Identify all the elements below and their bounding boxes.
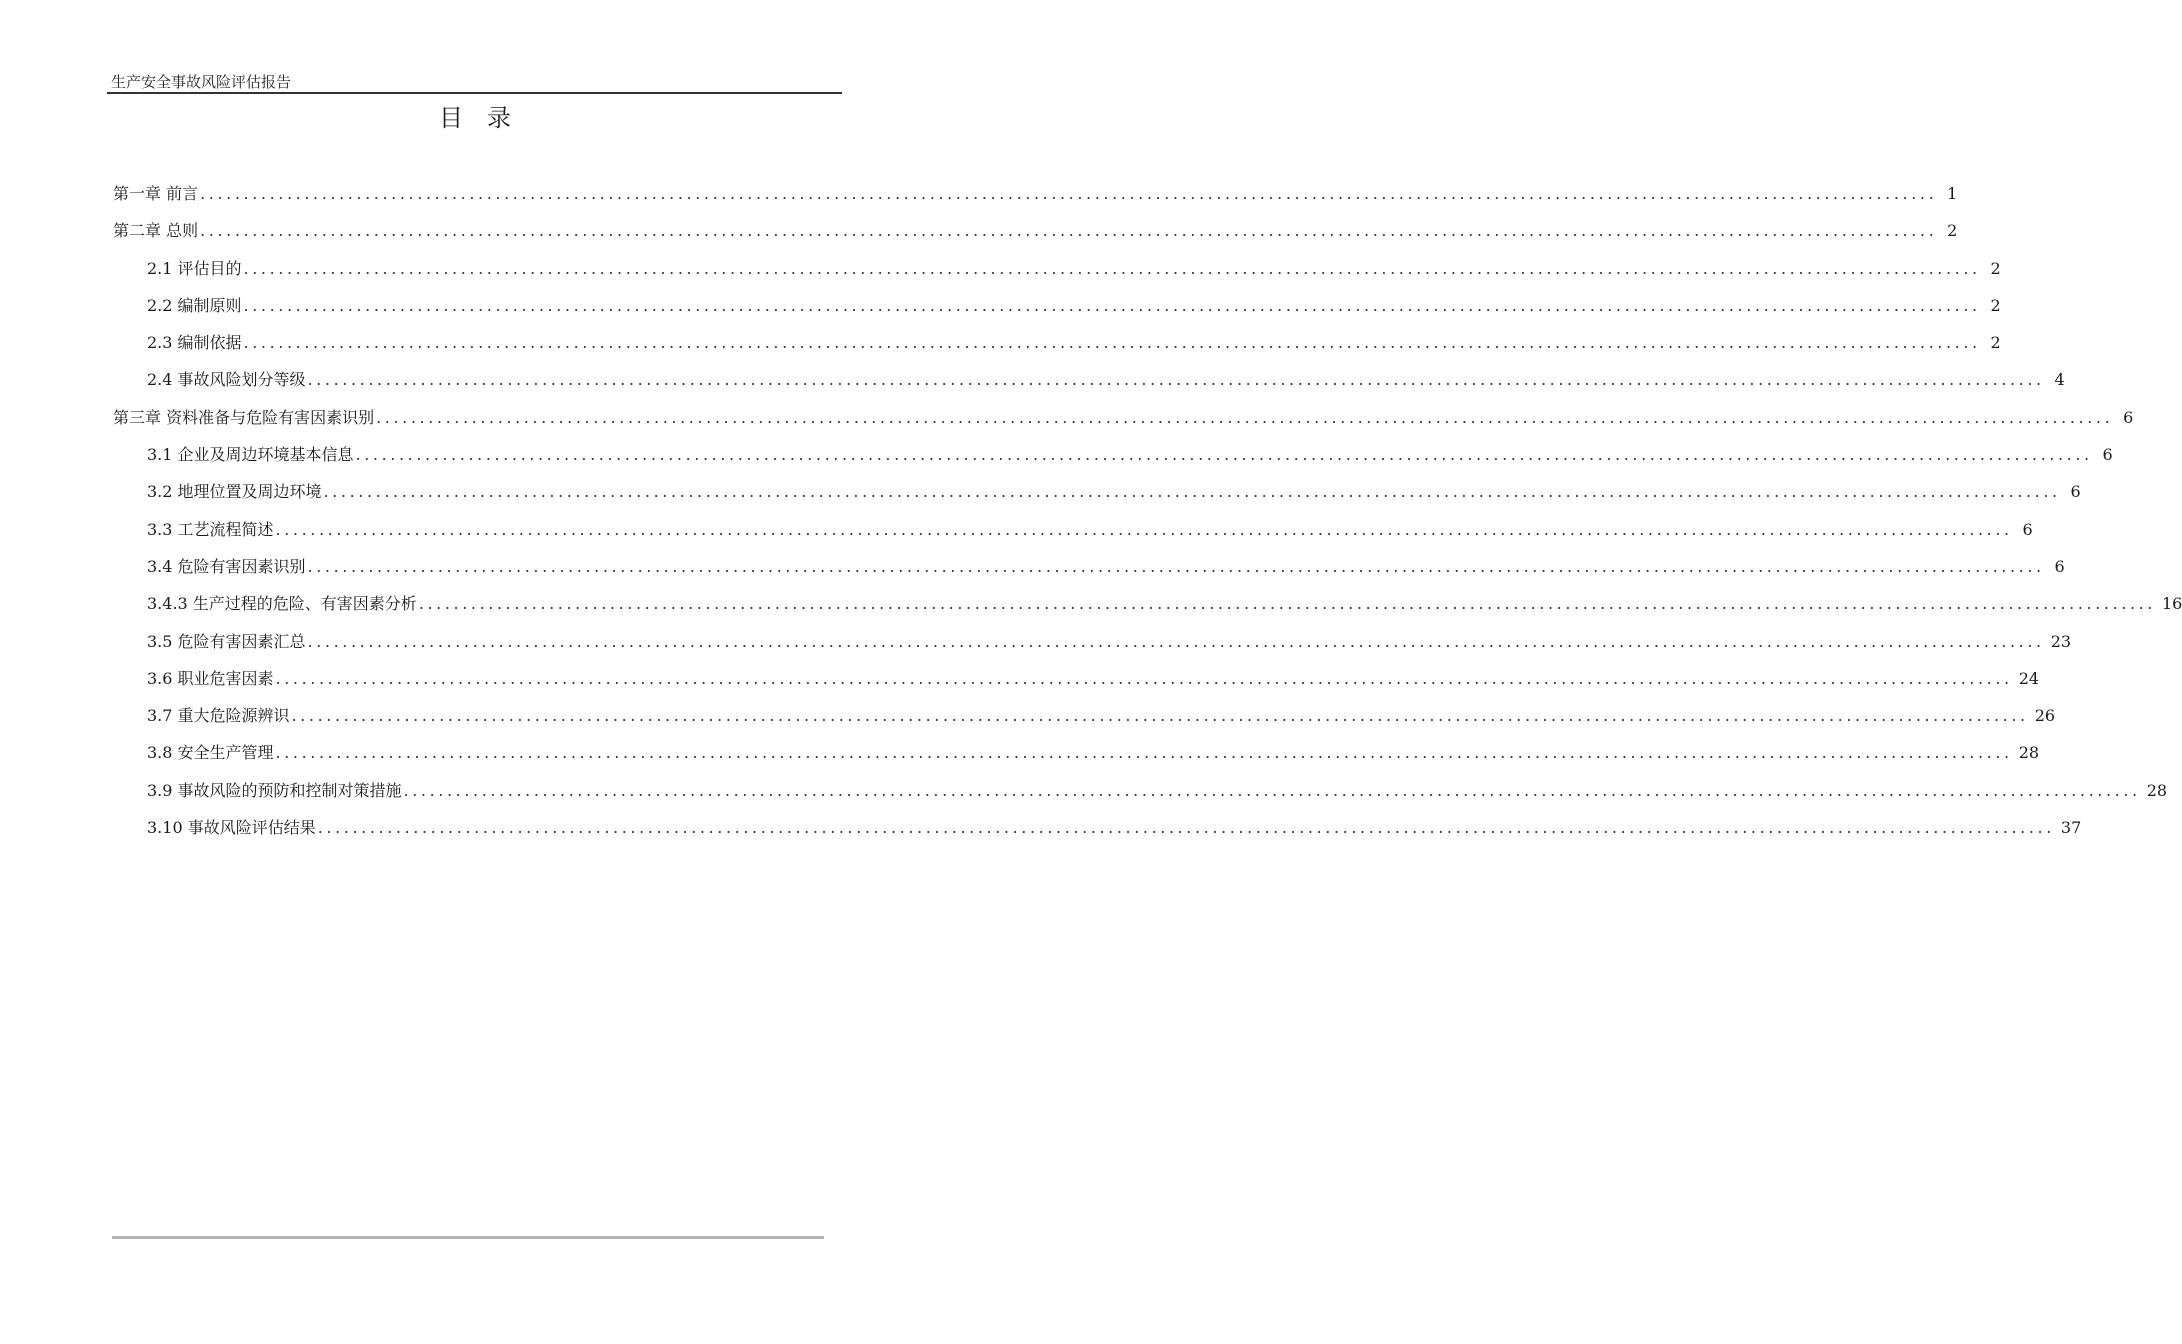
toc-entry-title: 第三章 资料准备与危险有害因素识别 (113, 407, 375, 427)
toc-entry-page-number: 6 (2054, 556, 2065, 576)
toc-entry[interactable] (113, 631, 2072, 669)
toc-dot-leader: ........................................................................................................................................................................................................ (307, 631, 2045, 651)
toc-dot-leader: ........................................................................................................................................................................................................ (275, 668, 2013, 688)
toc-entry-title: 3.8 安全生产管理 (147, 743, 274, 763)
toc-entry[interactable] (113, 594, 2182, 631)
toc-dot-leader: ........................................................................................................................................................................................................ (317, 818, 2055, 838)
toc-dot-leader: ........................................................................................................................................................................................................ (243, 258, 1981, 278)
toc-entry-title: 第一章 前言 (113, 184, 199, 203)
toc-entry-title: 3.5 危险有害因素汇总 (147, 631, 306, 651)
toc-dot-leader: ........................................................................................................................................................................................................ (243, 295, 1981, 315)
toc-entry[interactable] (113, 184, 1958, 221)
toc-dot-leader: ........................................................................................................................................................................................................ (418, 594, 2156, 614)
toc-entry-title: 3.4.3 生产过程的危险、有害因素分析 (147, 594, 417, 614)
toc-entry[interactable] (113, 482, 2081, 519)
toc-entry-title: 3.3 工艺流程简述 (147, 519, 274, 539)
toc-entry-page-number: 6 (2022, 519, 2033, 539)
toc-entry-page-number: 23 (2050, 631, 2072, 651)
toc-entry[interactable] (113, 519, 2033, 557)
toc-entry[interactable] (113, 333, 2001, 370)
toc-entry-page-number: 37 (2060, 818, 2082, 838)
toc-entry-page-number: 4 (2054, 370, 2065, 390)
toc-dot-leader: ........................................................................................................................................................................................................ (355, 445, 2093, 465)
toc-entry-page-number: 28 (2018, 743, 2040, 763)
toc-entry[interactable] (113, 668, 2040, 706)
toc-dot-leader: ........................................................................................................................................................................................................ (403, 780, 2141, 800)
toc-entry[interactable] (113, 295, 2001, 333)
toc-entry[interactable] (113, 407, 2134, 445)
toc-entry[interactable] (113, 445, 2113, 482)
toc-entry-title: 3.6 职业危害因素 (147, 668, 274, 688)
toc-dot-leader: ........................................................................................................................................................................................................ (307, 370, 2045, 390)
toc-entry-title: 2.4 事故风险划分等级 (147, 370, 306, 390)
toc-entry-title: 3.9 事故风险的预防和控制对策措施 (147, 780, 402, 800)
toc-entry-title: 3.2 地理位置及周边环境 (147, 482, 322, 502)
toc-dot-leader: ........................................................................................................................................................................................................ (323, 482, 2061, 502)
toc-entry[interactable] (113, 258, 2001, 296)
toc-dot-leader: ........................................................................................................................................................................................................ (307, 556, 2045, 576)
toc-dot-leader: ........................................................................................................................................................................................................ (200, 221, 1938, 241)
toc-entry-page-number: 6 (2123, 407, 2134, 427)
toc-entry-title: 2.1 评估目的 (147, 258, 242, 278)
header-title: 生产安全事故风险评估报告 (111, 73, 292, 91)
toc-entry[interactable] (113, 221, 1958, 258)
toc-entry-page-number: 1 (1947, 184, 1958, 203)
table-of-contents (113, 184, 2182, 855)
toc-entry[interactable] (113, 556, 2065, 594)
toc-dot-leader: ........................................................................................................................................................................................................ (275, 519, 2013, 539)
footer-rule (112, 1236, 824, 1239)
toc-entry-title: 3.1 企业及周边环境基本信息 (147, 445, 354, 465)
toc-entry[interactable] (113, 818, 2082, 855)
toc-entry-title: 3.4 危险有害因素识别 (147, 556, 306, 576)
toc-heading: 目录 (439, 104, 535, 132)
toc-entry-title: 3.10 事故风险评估结果 (147, 818, 316, 838)
toc-entry-page-number: 2 (1990, 258, 2001, 278)
toc-entry[interactable] (113, 743, 2040, 780)
toc-entry-page-number: 6 (2102, 445, 2113, 465)
toc-entry-title: 3.7 重大危险源辨识 (147, 706, 290, 726)
toc-entry-page-number: 2 (1990, 295, 2001, 315)
page-header (107, 70, 842, 94)
toc-dot-leader: ........................................................................................................................................................................................................ (243, 333, 1981, 353)
toc-entry-page-number: 2 (1947, 221, 1958, 241)
toc-entry-page-number: 28 (2146, 780, 2168, 800)
toc-entry-page-number: 2 (1990, 333, 2001, 353)
toc-entry[interactable] (113, 706, 2056, 743)
toc-entry[interactable] (113, 370, 2065, 407)
toc-entry-title: 第二章 总则 (113, 221, 199, 241)
toc-entry-page-number: 16 (2162, 594, 2182, 614)
toc-entry[interactable] (113, 780, 2168, 818)
toc-entry-page-number: 6 (2070, 482, 2081, 502)
toc-dot-leader: ........................................................................................................................................................................................................ (291, 706, 2029, 726)
toc-dot-leader: ........................................................................................................................................................................................................ (376, 407, 2114, 427)
toc-entry-page-number: 26 (2034, 706, 2056, 726)
toc-dot-leader: ........................................................................................................................................................................................................ (275, 743, 2013, 763)
toc-entry-title: 2.2 编制原则 (147, 295, 242, 315)
toc-entry-title: 2.3 编制依据 (147, 333, 242, 353)
toc-entry-page-number: 24 (2018, 668, 2040, 688)
toc-dot-leader: ........................................................................................................................................................................................................ (200, 184, 1938, 203)
